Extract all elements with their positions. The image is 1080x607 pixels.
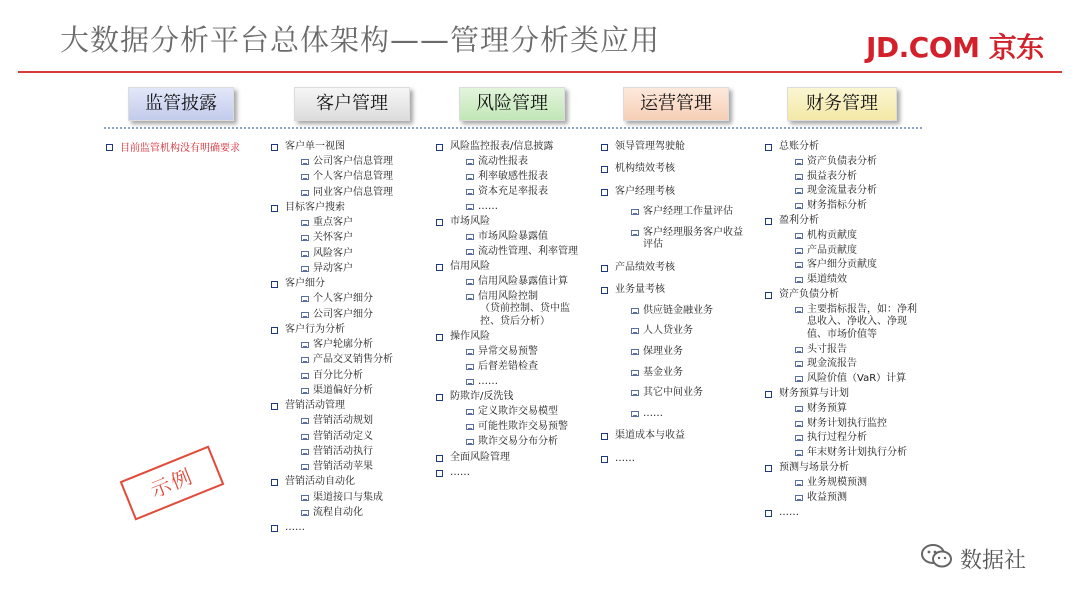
list-item — [436, 261, 594, 273]
document-bullet-icon — [301, 296, 309, 302]
sub-list-item-label: 供应链金融业务 — [643, 304, 713, 316]
sub-list-item — [436, 231, 594, 243]
document-bullet-icon — [795, 203, 803, 209]
checkbox-bullet-icon — [765, 510, 772, 517]
sub-list-item-label: …… — [643, 407, 663, 419]
sub-list-item — [436, 376, 594, 388]
sub-list-item — [765, 418, 925, 430]
document-bullet-icon — [301, 464, 309, 470]
sub-list-item — [765, 358, 925, 370]
checkbox-bullet-icon — [271, 327, 278, 334]
list-item — [436, 391, 594, 403]
list-item — [436, 452, 594, 464]
list-item-label: 防欺诈/反洗钱 — [450, 391, 514, 403]
list-item-label: …… — [615, 452, 635, 464]
sub-list-item — [765, 245, 925, 257]
sub-list-item — [436, 201, 594, 213]
sub-list-item — [765, 156, 925, 168]
sub-list-item-label: 流动性报表 — [478, 155, 528, 167]
document-bullet-icon — [631, 230, 639, 236]
sub-list-item-label: 主要指标报告，如：净利息收入、净收入、净现值、市场价值等 — [807, 303, 917, 340]
document-bullet-icon — [301, 251, 309, 257]
sub-list-item — [271, 248, 431, 260]
wechat-icon — [920, 543, 954, 575]
sub-list-item-label: 客户经理工作量评估 — [643, 206, 733, 218]
list-item-label: 机构绩效考核 — [615, 163, 675, 175]
list-item — [765, 289, 925, 301]
tab-operations-management[interactable]: 运营管理 — [623, 87, 729, 121]
sub-list-item-label: 关怀客户 — [313, 232, 353, 244]
list-item-label: 目标客户搜索 — [285, 202, 345, 214]
list-item-label: 信用风险 — [450, 261, 490, 273]
sub-list-item — [765, 403, 925, 415]
sub-list-item — [601, 408, 751, 420]
sub-list-item-label: 基金业务 — [643, 366, 683, 378]
finance-column — [765, 141, 925, 519]
sub-list-item-label: 个人客户细分 — [313, 293, 373, 305]
document-bullet-icon — [466, 189, 474, 195]
list-item — [436, 216, 594, 228]
sub-list-item — [436, 156, 594, 168]
document-bullet-icon — [301, 449, 309, 455]
checkbox-bullet-icon — [601, 265, 608, 272]
sub-list-item-label: 欺诈交易分布分析 — [478, 436, 558, 448]
list-item — [271, 522, 431, 534]
sub-list-item-label: 机构贡献度 — [807, 229, 857, 241]
document-bullet-icon — [466, 364, 474, 370]
sub-list-item-label: 异常交易预警 — [478, 346, 538, 358]
document-bullet-icon — [466, 159, 474, 165]
checkbox-bullet-icon — [271, 479, 278, 486]
sub-list-item — [601, 206, 751, 218]
list-item-label: 客户经理考核 — [615, 185, 675, 197]
list-item — [271, 400, 431, 412]
list-item-label: …… — [450, 466, 470, 478]
sub-list-item-label: 流程自动化 — [313, 506, 363, 518]
list-item — [271, 324, 431, 336]
list-item: 目前监管机构没有明确要求 — [106, 141, 256, 156]
document-bullet-icon — [301, 342, 309, 348]
list-item — [765, 215, 925, 227]
sub-list-item — [271, 339, 431, 351]
sub-list-item — [436, 246, 594, 258]
document-bullet-icon — [795, 435, 803, 441]
checkbox-bullet-icon — [601, 433, 608, 440]
checkbox-bullet-icon — [271, 403, 278, 410]
sub-list-item-label: 定义欺诈交易模型 — [478, 406, 558, 418]
sub-list-item-label: 财务预算 — [807, 402, 847, 414]
section-divider — [104, 127, 922, 129]
sub-list-item — [271, 415, 431, 427]
sub-list-item — [271, 309, 431, 321]
checkbox-bullet-icon — [601, 189, 608, 196]
document-bullet-icon — [795, 188, 803, 194]
document-bullet-icon — [301, 174, 309, 180]
sub-list-item-label: 后督差错检查 — [478, 361, 538, 373]
document-bullet-icon — [795, 421, 803, 427]
list-item-label: …… — [285, 522, 305, 534]
customer-column — [271, 141, 431, 535]
tab-regulatory-disclosure[interactable]: 监管披露 — [128, 87, 234, 121]
sub-list-item-label: 异动客户 — [313, 262, 353, 274]
example-stamp: 示例 — [120, 446, 225, 521]
sub-list-item — [436, 186, 594, 198]
document-bullet-icon — [301, 388, 309, 394]
document-bullet-icon — [795, 406, 803, 412]
sub-list-item — [765, 304, 925, 341]
sub-list-item — [271, 217, 431, 229]
checkbox-bullet-icon — [436, 394, 443, 401]
list-item-label: 营销活动自动化 — [285, 476, 355, 488]
document-bullet-icon — [795, 347, 803, 353]
sub-list-item-label: 客户经理服务客户收益评估 — [643, 227, 743, 251]
sub-list-item-label: 资本充足率报表 — [478, 185, 548, 197]
sub-list-item-label: …… — [478, 376, 498, 387]
sub-list-item — [765, 432, 925, 444]
sub-list-item-label: 营销活动执行 — [313, 445, 373, 457]
checkbox-bullet-icon — [601, 456, 608, 463]
list-item — [271, 202, 431, 214]
document-bullet-icon — [301, 235, 309, 241]
sub-list-item-label: 重点客户 — [313, 217, 353, 229]
sub-list-item-label: 渠道偏好分析 — [313, 384, 373, 396]
list-item — [765, 462, 925, 474]
sub-list-item-label: 客户轮廓分析 — [313, 339, 373, 351]
document-bullet-icon — [631, 209, 639, 215]
sub-list-item — [271, 385, 431, 397]
checkbox-bullet-icon — [436, 219, 443, 226]
sub-list-item-label: 渠道绩效 — [807, 274, 847, 286]
list-item-label: 风险监控报表/信息披露 — [450, 141, 554, 152]
document-bullet-icon — [301, 190, 309, 196]
document-bullet-icon — [795, 361, 803, 367]
sub-list-item — [436, 436, 594, 448]
list-item — [765, 141, 925, 153]
sub-list-item — [436, 421, 594, 433]
list-item-label: 预测与场景分析 — [779, 462, 849, 474]
document-bullet-icon — [795, 495, 803, 501]
sub-list-item-label: 公司客户细分 — [313, 308, 373, 320]
sub-list-item — [271, 492, 431, 504]
list-item-label: 客户行为分析 — [285, 324, 345, 336]
checkbox-bullet-icon — [436, 334, 443, 341]
sub-list-item-label: 人人贷业务 — [643, 325, 693, 337]
document-bullet-icon — [795, 480, 803, 486]
checkbox-bullet-icon — [765, 465, 772, 472]
document-bullet-icon — [301, 266, 309, 272]
sub-list-item — [271, 187, 431, 199]
document-bullet-icon — [631, 349, 639, 355]
sub-list-item-label: 流动性管理、利率管理 — [478, 245, 578, 257]
list-item-label: …… — [779, 506, 799, 518]
sub-list-item — [436, 291, 594, 303]
sub-list-item-label: 现金流报告 — [807, 358, 857, 370]
sub-list-item — [765, 230, 925, 242]
sub-list-item-label: 产品交叉销售分析 — [313, 354, 393, 366]
list-item-label: 产品绩效考核 — [615, 261, 675, 273]
checkbox-bullet-icon — [436, 144, 443, 151]
checkbox-bullet-icon — [765, 144, 772, 151]
document-bullet-icon — [631, 370, 639, 376]
document-bullet-icon — [631, 328, 639, 334]
document-bullet-icon — [301, 220, 309, 226]
sub-list-item — [601, 305, 751, 317]
document-bullet-icon — [795, 262, 803, 268]
list-item-label: 市场风险 — [450, 216, 490, 228]
sub-list-item-label: 市场风险暴露值 — [478, 230, 548, 242]
document-bullet-icon — [466, 349, 474, 355]
sub-list-item — [271, 263, 431, 275]
checkbox-bullet-icon — [765, 292, 772, 299]
sub-list-item — [271, 171, 431, 183]
document-bullet-icon — [795, 450, 803, 456]
sub-list-item — [765, 447, 925, 459]
document-bullet-icon — [795, 376, 803, 382]
sub-list-item-label: 同业客户信息管理 — [313, 186, 393, 198]
sub-list-item — [271, 293, 431, 305]
sub-list-item — [271, 232, 431, 244]
sub-list-item — [765, 373, 925, 385]
header-divider — [18, 71, 1062, 73]
sub-list-item-label: 财务指标分析 — [807, 200, 867, 212]
document-bullet-icon — [466, 234, 474, 240]
document-bullet-icon — [301, 357, 309, 363]
sub-list-item — [271, 156, 431, 168]
list-item — [601, 453, 751, 465]
sub-list-item — [601, 227, 751, 252]
document-bullet-icon — [466, 424, 474, 430]
list-note: （贷前控制、贷中监控、贷后分析） — [480, 303, 570, 327]
document-bullet-icon — [301, 159, 309, 165]
document-bullet-icon — [795, 307, 803, 313]
list-item — [601, 163, 751, 175]
sub-list-item-label: 客户细分贡献度 — [807, 259, 877, 271]
document-bullet-icon — [301, 312, 309, 318]
document-bullet-icon — [301, 434, 309, 440]
page-title: 大数据分析平台总体架构——管理分析类应用 — [60, 23, 661, 57]
list-item — [271, 278, 431, 290]
jd-logo: JD.COM 京东 — [866, 31, 1044, 64]
watermark: 数据社 — [920, 543, 1026, 573]
sub-list-item-label: 利率敏感性报表 — [478, 170, 548, 182]
sub-list-item-label: 产品贡献度 — [807, 244, 857, 256]
checkbox-bullet-icon — [436, 455, 443, 462]
sub-list-item-label: …… — [478, 200, 498, 212]
document-bullet-icon — [631, 308, 639, 314]
sub-list-item — [601, 367, 751, 379]
list-item-label: 渠道成本与收益 — [615, 430, 685, 442]
document-bullet-icon — [795, 174, 803, 180]
sub-list-item — [601, 387, 751, 399]
checkbox-bullet-icon — [271, 525, 278, 532]
sub-list-item-label: 渠道接口与集成 — [313, 491, 383, 503]
checkbox-bullet-icon — [106, 144, 113, 151]
list-item-label: 全面风险管理 — [450, 451, 510, 463]
list-item — [436, 141, 594, 153]
checkbox-bullet-icon — [271, 281, 278, 288]
list-item-label: 资产负债分析 — [779, 289, 839, 301]
list-item-label: 财务预算与计划 — [779, 388, 849, 400]
sub-list-item — [601, 325, 751, 337]
sub-list-item-label: 信用风险控制 — [478, 291, 538, 303]
sub-list-item-label: 营销活动定义 — [313, 430, 373, 442]
document-bullet-icon — [795, 248, 803, 254]
checkbox-bullet-icon — [765, 391, 772, 398]
sub-list-item-label: 收益预测 — [807, 491, 847, 503]
regulatory-column — [106, 141, 256, 156]
document-bullet-icon — [631, 411, 639, 417]
list-item-label: 客户单一视图 — [285, 141, 345, 152]
list-item — [601, 284, 751, 296]
document-bullet-icon — [301, 373, 309, 379]
sub-list-item-label: 头寸报告 — [807, 343, 847, 355]
list-item — [271, 141, 431, 153]
sub-list-item — [765, 477, 925, 489]
document-bullet-icon — [795, 277, 803, 283]
sub-list-item — [436, 406, 594, 418]
sub-list-item — [436, 361, 594, 373]
sub-list-item — [271, 461, 431, 473]
document-bullet-icon — [631, 390, 639, 396]
sub-list-item — [436, 171, 594, 183]
sub-list-item-label: 风险客户 — [313, 247, 353, 259]
sub-list-item-label: 可能性欺诈交易预警 — [478, 421, 568, 433]
sub-list-item — [271, 431, 431, 443]
document-bullet-icon — [466, 409, 474, 415]
tab-finance-management[interactable]: 财务管理 — [787, 87, 897, 121]
sub-list-item-label: 其它中间业务 — [643, 387, 703, 399]
list-item-label: 总账分析 — [779, 141, 819, 152]
sub-list-item-label: 信用风险暴露值计算 — [478, 276, 568, 288]
list-item-label: 业务量考核 — [615, 284, 665, 296]
sub-list-item-label: 财务计划执行监控 — [807, 417, 887, 429]
list-item — [765, 507, 925, 519]
list-item — [601, 262, 751, 274]
sub-list-item-label: 营销活动苹果 — [313, 461, 373, 473]
list-item-label: 营销活动管理 — [285, 400, 345, 412]
checkbox-bullet-icon — [601, 144, 608, 151]
list-item — [601, 430, 751, 442]
sub-list-item-label: 年末财务计划执行分析 — [807, 447, 907, 459]
sub-list-item-label: 现金流量表分析 — [807, 185, 877, 197]
sub-list-item-label: 个人客户信息管理 — [313, 171, 393, 183]
document-bullet-icon — [466, 174, 474, 180]
checkbox-bullet-icon — [271, 205, 278, 212]
sub-list-item — [271, 354, 431, 366]
document-bullet-icon — [301, 510, 309, 516]
list-item — [271, 476, 431, 488]
list-item-label: 客户细分 — [285, 278, 325, 290]
sub-list-item — [765, 200, 925, 212]
sub-list-item — [765, 492, 925, 504]
document-bullet-icon — [466, 379, 474, 385]
list-item — [436, 467, 594, 479]
risk-column — [436, 141, 594, 479]
sub-list-item-label: 执行过程分析 — [807, 432, 867, 444]
list-item-label: 操作风险 — [450, 331, 490, 343]
sub-list-item-label: 百分比分析 — [313, 369, 363, 381]
sub-list-item — [436, 346, 594, 358]
sub-list-item-label: 资产负债表分析 — [807, 155, 877, 167]
checkbox-bullet-icon — [601, 287, 608, 294]
sub-list-item — [601, 346, 751, 358]
list-item — [436, 331, 594, 343]
sub-list-item-label: 风险价值（VaR）计算 — [807, 373, 907, 385]
sub-list-item-label: 公司客户信息管理 — [313, 156, 393, 168]
sub-list-item — [271, 507, 431, 519]
document-bullet-icon — [466, 439, 474, 445]
list-item-label: 盈利分析 — [779, 215, 819, 227]
sub-list-item-label: 营销活动规划 — [313, 415, 373, 427]
sub-list-item — [271, 370, 431, 382]
sub-list-item-label: 损益表分析 — [807, 170, 857, 182]
tab-risk-management[interactable]: 风险管理 — [459, 87, 565, 121]
list-item — [601, 186, 751, 198]
sub-list-item — [436, 276, 594, 288]
sub-list-item — [765, 171, 925, 183]
list-item-label: 领导管理驾驶舱 — [615, 141, 685, 152]
checkbox-bullet-icon — [436, 264, 443, 271]
document-bullet-icon — [466, 204, 474, 210]
sub-list-item-label: 业务规模预测 — [807, 476, 867, 488]
document-bullet-icon — [466, 294, 474, 300]
document-bullet-icon — [301, 418, 309, 424]
list-item — [765, 388, 925, 400]
sub-list-item — [765, 259, 925, 271]
checkbox-bullet-icon — [765, 218, 772, 225]
checkbox-bullet-icon — [601, 166, 608, 173]
operations-column — [601, 141, 751, 465]
tab-customer-management[interactable]: 客户管理 — [294, 87, 410, 121]
document-bullet-icon — [466, 279, 474, 285]
sub-list-item — [765, 344, 925, 356]
document-bullet-icon — [795, 233, 803, 239]
document-bullet-icon — [795, 159, 803, 165]
sub-list-item-label: 保理业务 — [643, 346, 683, 357]
document-bullet-icon — [301, 495, 309, 501]
checkbox-bullet-icon — [436, 470, 443, 477]
checkbox-bullet-icon — [271, 144, 278, 151]
sub-list-item — [271, 446, 431, 458]
sub-list-item — [765, 185, 925, 197]
sub-list-item — [765, 274, 925, 286]
document-bullet-icon — [466, 249, 474, 255]
list-item — [601, 141, 751, 153]
